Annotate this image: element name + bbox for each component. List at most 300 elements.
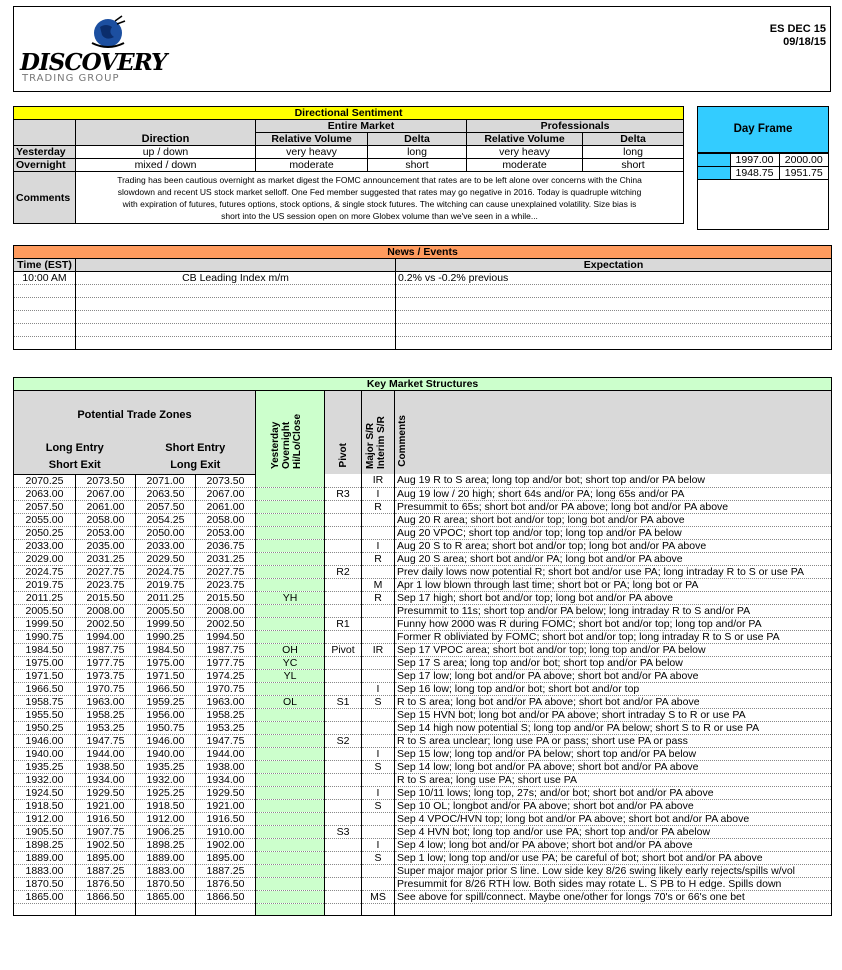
short-exit: 1958.25 <box>76 708 136 721</box>
short-exit: 2008.00 <box>76 604 136 617</box>
yoh-marker <box>256 877 325 890</box>
sentiment-comments <box>76 172 684 224</box>
sr-type <box>362 877 395 890</box>
short-exit: 1895.00 <box>76 851 136 864</box>
news-expectation: 0.2% vs -0.2% previous <box>396 272 832 285</box>
long-exit: 1994.50 <box>196 630 256 643</box>
sr-type <box>362 825 395 838</box>
potential-trade-zones-header: Potential Trade Zones <box>14 391 256 439</box>
pr-delta-value: short <box>583 159 684 172</box>
yoh-marker: YC <box>256 656 325 669</box>
pivot-level: R2 <box>325 565 362 578</box>
yoh-header <box>256 391 325 475</box>
long-entry: 1905.50 <box>14 825 76 838</box>
level-comment: Aug 20 R area; short bot and/or top; long bot and/or PA above <box>395 513 832 526</box>
news-event: CB Leading Index m/m <box>76 272 396 285</box>
sentiment-row-yesterday <box>14 146 684 159</box>
sr-type: S <box>362 799 395 812</box>
long-exit: 1887.25 <box>196 864 256 877</box>
level-comment: Sep 17 VPOC area; short bot and/or top; long top and/or PA below <box>395 643 832 656</box>
short-exit: 1977.75 <box>76 656 136 669</box>
short-entry: 1898.25 <box>136 838 196 851</box>
day-frame-marker <box>698 167 730 180</box>
yoh-marker <box>256 487 325 500</box>
sr-type <box>362 721 395 734</box>
sr-type <box>362 708 395 721</box>
short-entry: 2071.00 <box>136 474 196 487</box>
long-exit: 1938.00 <box>196 760 256 773</box>
short-exit: 1916.50 <box>76 812 136 825</box>
long-entry: 1955.50 <box>14 708 76 721</box>
level-comment: Sep 4 low; long bot and/or PA above; short bot and/or PA above <box>395 838 832 851</box>
short-exit: 2073.50 <box>76 474 136 487</box>
sr-type: S <box>362 695 395 708</box>
short-entry: 2033.00 <box>136 539 196 552</box>
short-entry: 2063.50 <box>136 487 196 500</box>
news-events-table <box>13 245 832 350</box>
pivot-level <box>325 773 362 786</box>
long-entry: 1971.50 <box>14 669 76 682</box>
row-label: Yesterday <box>14 146 76 159</box>
long-entry: 1966.50 <box>14 682 76 695</box>
long-exit: 1977.75 <box>196 656 256 669</box>
yoh-marker <box>256 786 325 799</box>
day-frame-marker <box>698 154 730 167</box>
level-comment: Sep 4 VPOC/HVN top; long bot and/or PA above; short bot and/or PA above <box>395 812 832 825</box>
kms-row <box>14 786 832 799</box>
key-market-structures-table <box>13 377 832 916</box>
directional-sentiment-table <box>13 106 684 224</box>
short-entry: 1940.00 <box>136 747 196 760</box>
pivot-level <box>325 760 362 773</box>
company-logo <box>20 13 170 87</box>
short-entry: 1956.00 <box>136 708 196 721</box>
major-sr-header <box>362 391 395 475</box>
long-exit-header: Long Exit <box>136 456 256 474</box>
yoh-marker <box>256 578 325 591</box>
yoh-marker <box>256 734 325 747</box>
pivot-level <box>325 474 362 487</box>
level-comment: Prev daily lows now potential R; short bot and/or use PA; long intraday R to S or use PA <box>395 565 832 578</box>
time-header: Time (EST) <box>14 259 76 272</box>
long-exit: 2058.00 <box>196 513 256 526</box>
sr-type <box>362 656 395 669</box>
level-comment: Aug 19 R to S area; long top and/or bot; short top and/or PA below <box>395 474 832 487</box>
sr-type <box>362 864 395 877</box>
short-exit: 1929.50 <box>76 786 136 799</box>
level-comment: Former R obliviated by FOMC; short bot and/or top; long intraday R to S or use PA <box>395 630 832 643</box>
short-entry: 2005.50 <box>136 604 196 617</box>
long-entry: 2057.50 <box>14 500 76 513</box>
sr-type: S <box>362 760 395 773</box>
kms-row <box>14 643 832 656</box>
kms-row <box>14 656 832 669</box>
news-row-empty <box>14 285 832 298</box>
news-row <box>14 272 832 285</box>
long-exit: 1953.25 <box>196 721 256 734</box>
kms-row <box>14 890 832 903</box>
pivot-level <box>325 630 362 643</box>
pivot-level <box>325 864 362 877</box>
long-exit: 1934.00 <box>196 773 256 786</box>
long-exit: 2036.75 <box>196 539 256 552</box>
long-exit: 2002.50 <box>196 617 256 630</box>
long-exit: 1929.50 <box>196 786 256 799</box>
short-exit: 1944.00 <box>76 747 136 760</box>
short-entry: 1984.50 <box>136 643 196 656</box>
level-comment: R to S area unclear; long use PA or pass; short use PA or pass <box>395 734 832 747</box>
pivot-level <box>325 604 362 617</box>
long-exit: 2023.75 <box>196 578 256 591</box>
em-delta-value: short <box>368 159 467 172</box>
long-entry: 1898.25 <box>14 838 76 851</box>
yoh-marker <box>256 864 325 877</box>
pivot-level <box>325 669 362 682</box>
sr-type: I <box>362 838 395 851</box>
short-entry: 1912.00 <box>136 812 196 825</box>
pivot-level <box>325 539 362 552</box>
level-comment: Sep 1 low; long top and/or use PA; be careful of bot; short bot and/or PA above <box>395 851 832 864</box>
comments-header-text: Comments <box>397 415 408 467</box>
yoh-marker <box>256 617 325 630</box>
short-exit: 2031.25 <box>76 552 136 565</box>
em-volume-header: Relative Volume <box>256 133 368 146</box>
level-comment: Sep 15 low; long top and/or PA below; short top and/or PA below <box>395 747 832 760</box>
long-exit: 1974.25 <box>196 669 256 682</box>
yoh-marker <box>256 760 325 773</box>
em-delta-value: long <box>368 146 467 159</box>
short-exit: 2035.00 <box>76 539 136 552</box>
kms-row <box>14 864 832 877</box>
kms-row <box>14 604 832 617</box>
kms-row <box>14 513 832 526</box>
short-exit: 1963.00 <box>76 695 136 708</box>
short-entry: 2019.75 <box>136 578 196 591</box>
short-entry: 2024.75 <box>136 565 196 578</box>
day-frame-value: 1997.00 <box>730 154 779 167</box>
kms-row <box>14 747 832 760</box>
yoh-marker <box>256 682 325 695</box>
long-entry: 2011.25 <box>14 591 76 604</box>
level-comment: R to S area; long bot and/or PA above; short bot and/or PA above <box>395 695 832 708</box>
yoh-marker: YL <box>256 669 325 682</box>
short-entry: 2011.25 <box>136 591 196 604</box>
short-entry: 2054.25 <box>136 513 196 526</box>
long-entry-header: Long Entry <box>45 441 104 454</box>
short-exit: 2002.50 <box>76 617 136 630</box>
long-entry: 1932.00 <box>14 773 76 786</box>
short-entry: 1865.00 <box>136 890 196 903</box>
yoh-marker <box>256 565 325 578</box>
short-entry: 1950.75 <box>136 721 196 734</box>
news-row-empty <box>14 337 832 350</box>
sr-type <box>362 513 395 526</box>
long-entry: 2050.25 <box>14 526 76 539</box>
comment-line: Trading has been cautious overnight as market digest the FOMC announcement that rates are to be left alone over concerns with the China <box>117 174 642 185</box>
long-entry: 1935.25 <box>14 760 76 773</box>
level-comment: Aug 20 S to R area; short bot and/or top; long bot and/or PA above <box>395 539 832 552</box>
long-exit: 1916.50 <box>196 812 256 825</box>
long-exit: 1970.75 <box>196 682 256 695</box>
long-entry: 2033.00 <box>14 539 76 552</box>
short-exit: 2058.00 <box>76 513 136 526</box>
level-comment: Aug 20 VPOC; short top and/or top; long top and/or PA below <box>395 526 832 539</box>
comment-line: short into the US session open on more Globex volume than we've seen in a while... <box>221 210 538 221</box>
pivot-level <box>325 812 362 825</box>
pr-volume-value: moderate <box>467 159 583 172</box>
pivot-level <box>325 890 362 903</box>
yoh-marker <box>256 721 325 734</box>
pivot-level <box>325 747 362 760</box>
kms-row <box>14 760 832 773</box>
yoh-marker <box>256 513 325 526</box>
long-exit: 1987.75 <box>196 643 256 656</box>
kms-row <box>14 565 832 578</box>
pivot-level <box>325 708 362 721</box>
sr-type <box>362 669 395 682</box>
long-exit: 1947.75 <box>196 734 256 747</box>
long-entry: 2024.75 <box>14 565 76 578</box>
short-exit: 1973.75 <box>76 669 136 682</box>
long-entry: 1865.00 <box>14 890 76 903</box>
yoh-marker <box>256 708 325 721</box>
level-comment: Sep 14 high now potential S; long top and/or PA below; short S to R or use PA <box>395 721 832 734</box>
sr-type: IR <box>362 643 395 656</box>
short-entry: 1999.50 <box>136 617 196 630</box>
news-title: News / Events <box>14 246 832 259</box>
short-entry: 1971.50 <box>136 669 196 682</box>
long-entry: 1990.75 <box>14 630 76 643</box>
short-entry: 1975.00 <box>136 656 196 669</box>
long-entry: 2063.00 <box>14 487 76 500</box>
sr-type: S <box>362 851 395 864</box>
yoh-marker <box>256 773 325 786</box>
comment-line: slowdown and recent US stock market selloff. One Fed member suggested that rates may go negative in 2016. Today is quadruple witching <box>117 186 642 197</box>
yoh-marker <box>256 526 325 539</box>
short-entry: 1906.25 <box>136 825 196 838</box>
yoh-marker <box>256 825 325 838</box>
sr-type: I <box>362 747 395 760</box>
pivot-level <box>325 877 362 890</box>
long-exit: 2061.00 <box>196 500 256 513</box>
long-exit: 1944.00 <box>196 747 256 760</box>
kms-title: Key Market Structures <box>14 378 832 391</box>
expectation-header: Expectation <box>396 259 832 272</box>
long-entry: 1940.00 <box>14 747 76 760</box>
long-exit: 2015.50 <box>196 591 256 604</box>
kms-row <box>14 578 832 591</box>
symbol-label: ES DEC 15 <box>769 23 826 35</box>
kms-row <box>14 591 832 604</box>
pivot-level: R1 <box>325 617 362 630</box>
long-entry: 1924.50 <box>14 786 76 799</box>
pr-volume-value: very heavy <box>467 146 583 159</box>
long-entry: 1999.50 <box>14 617 76 630</box>
short-entry: 1889.00 <box>136 851 196 864</box>
short-entry: 2057.50 <box>136 500 196 513</box>
long-entry: 1870.50 <box>14 877 76 890</box>
level-comment: Sep 10 OL; longbot and/or PA above; short bot and/or PA above <box>395 799 832 812</box>
kms-row <box>14 708 832 721</box>
long-exit: 2008.00 <box>196 604 256 617</box>
comment-line: with expiration of futures, futures options, stock options, & single stock futures. The witching can cause unexplained volatility. Size bias is <box>122 198 637 209</box>
sr-type: M <box>362 578 395 591</box>
logo-text-sub: TRADING GROUP <box>22 73 120 84</box>
sr-type: R <box>362 552 395 565</box>
long-entry: 1950.25 <box>14 721 76 734</box>
pivot-level <box>325 578 362 591</box>
short-exit: 1987.75 <box>76 643 136 656</box>
short-exit: 2015.50 <box>76 591 136 604</box>
sr-type <box>362 773 395 786</box>
pivot-level <box>325 526 362 539</box>
yoh-marker <box>256 500 325 513</box>
short-exit: 1921.00 <box>76 799 136 812</box>
pivot-level <box>325 851 362 864</box>
level-comment: Presummit for 8/26 RTH low. Both sides may rotate L. S PB to H edge. Spills down <box>395 877 832 890</box>
kms-row <box>14 500 832 513</box>
news-row-empty <box>14 324 832 337</box>
em-volume-value: very heavy <box>256 146 368 159</box>
kms-row <box>14 734 832 747</box>
level-comment: Funny how 2000 was R during FOMC; short bot and/or top; long top and/or PA <box>395 617 832 630</box>
yoh-marker <box>256 630 325 643</box>
short-entry: 1946.00 <box>136 734 196 747</box>
level-comment: Sep 17 low; long bot and/or PA above; short bot and/or PA above <box>395 669 832 682</box>
sr-type: MS <box>362 890 395 903</box>
short-entry: 1959.25 <box>136 695 196 708</box>
short-entry: 1966.50 <box>136 682 196 695</box>
long-exit: 1910.00 <box>196 825 256 838</box>
short-entry: 1935.25 <box>136 760 196 773</box>
kms-row <box>14 721 832 734</box>
short-entry-header: Short Entry <box>136 439 256 457</box>
long-entry: 1958.75 <box>14 695 76 708</box>
kms-row <box>14 773 832 786</box>
sr-type <box>362 630 395 643</box>
long-entry: 1984.50 <box>14 643 76 656</box>
pr-delta-value: long <box>583 146 684 159</box>
direction-value: up / down <box>76 146 256 159</box>
sr-type: I <box>362 487 395 500</box>
sr-type <box>362 734 395 747</box>
short-entry: 2029.50 <box>136 552 196 565</box>
sentiment-title: Directional Sentiment <box>14 107 684 120</box>
pivot-level <box>325 591 362 604</box>
short-entry: 1918.50 <box>136 799 196 812</box>
news-row-empty <box>14 298 832 311</box>
long-entry: 1918.50 <box>14 799 76 812</box>
sr-type <box>362 812 395 825</box>
short-entry: 1932.00 <box>136 773 196 786</box>
em-delta-header: Delta <box>368 133 467 146</box>
pivot-level: S3 <box>325 825 362 838</box>
yoh-marker <box>256 799 325 812</box>
pivot-level: Pivot <box>325 643 362 656</box>
direction-header: Direction <box>76 120 256 146</box>
long-exit: 2073.50 <box>196 474 256 487</box>
long-exit: 1958.25 <box>196 708 256 721</box>
major-sr-header-text: Major S/R Interim S/R <box>365 416 387 469</box>
row-label: Overnight <box>14 159 76 172</box>
news-time: 10:00 AM <box>14 272 76 285</box>
short-entry: 1883.00 <box>136 864 196 877</box>
short-exit-header: Short Exit <box>14 456 136 474</box>
level-comment: Aug 20 S area; short bot and/or PA; long bot and/or PA above <box>395 552 832 565</box>
short-exit: 1934.00 <box>76 773 136 786</box>
kms-row <box>14 526 832 539</box>
em-volume-value: moderate <box>256 159 368 172</box>
kms-row <box>14 877 832 890</box>
short-exit: 1994.00 <box>76 630 136 643</box>
kms-row <box>14 474 832 487</box>
day-frame-table <box>698 153 828 180</box>
yoh-marker <box>256 539 325 552</box>
kms-row <box>14 630 832 643</box>
sr-type: I <box>362 539 395 552</box>
long-entry: 1912.00 <box>14 812 76 825</box>
sr-type: I <box>362 682 395 695</box>
long-entry: 2055.00 <box>14 513 76 526</box>
news-row-empty <box>14 311 832 324</box>
kms-row <box>14 539 832 552</box>
sr-type: R <box>362 500 395 513</box>
short-exit: 1887.25 <box>76 864 136 877</box>
sentiment-row-overnight <box>14 159 684 172</box>
short-entry: 1990.25 <box>136 630 196 643</box>
level-comment: Super major major prior S line. Low side key 8/26 swing likely early rejects/spills w/vol <box>395 864 832 877</box>
kms-row <box>14 695 832 708</box>
long-entry: 1889.00 <box>14 851 76 864</box>
short-exit: 2023.75 <box>76 578 136 591</box>
sr-type: IR <box>362 474 395 487</box>
kms-row <box>14 851 832 864</box>
day-frame-value: 2000.00 <box>779 154 828 167</box>
long-exit: 1921.00 <box>196 799 256 812</box>
pivot-level <box>325 799 362 812</box>
long-entry: 1946.00 <box>14 734 76 747</box>
kms-row <box>14 799 832 812</box>
pivot-level <box>325 552 362 565</box>
pivot-level <box>325 513 362 526</box>
short-entry: 1870.50 <box>136 877 196 890</box>
yoh-marker <box>256 838 325 851</box>
kms-row <box>14 682 832 695</box>
direction-value: mixed / down <box>76 159 256 172</box>
yoh-marker: YH <box>256 591 325 604</box>
kms-row <box>14 552 832 565</box>
yoh-marker <box>256 474 325 487</box>
short-exit: 2061.00 <box>76 500 136 513</box>
level-comment: Sep 15 HVN bot; long bot and/or PA above; short intraday S to R or use PA <box>395 708 832 721</box>
yoh-marker <box>256 812 325 825</box>
sr-type: R <box>362 591 395 604</box>
yoh-header-text: Yesterday Overnight Hi/Lo/Close <box>270 413 303 469</box>
yoh-marker <box>256 890 325 903</box>
pivot-level <box>325 721 362 734</box>
sr-type: I <box>362 786 395 799</box>
level-comment: See above for spill/connect. Maybe one/other for longs 70's or 66's one bet <box>395 890 832 903</box>
yoh-marker: OH <box>256 643 325 656</box>
short-exit: 1902.50 <box>76 838 136 851</box>
long-entry: 2029.00 <box>14 552 76 565</box>
logo-globe-icon <box>88 13 128 53</box>
long-exit: 1895.00 <box>196 851 256 864</box>
yoh-marker <box>256 747 325 760</box>
pivot-header-text: Pivot <box>337 442 349 467</box>
short-exit: 1907.75 <box>76 825 136 838</box>
day-frame-value: 1951.75 <box>779 167 828 180</box>
